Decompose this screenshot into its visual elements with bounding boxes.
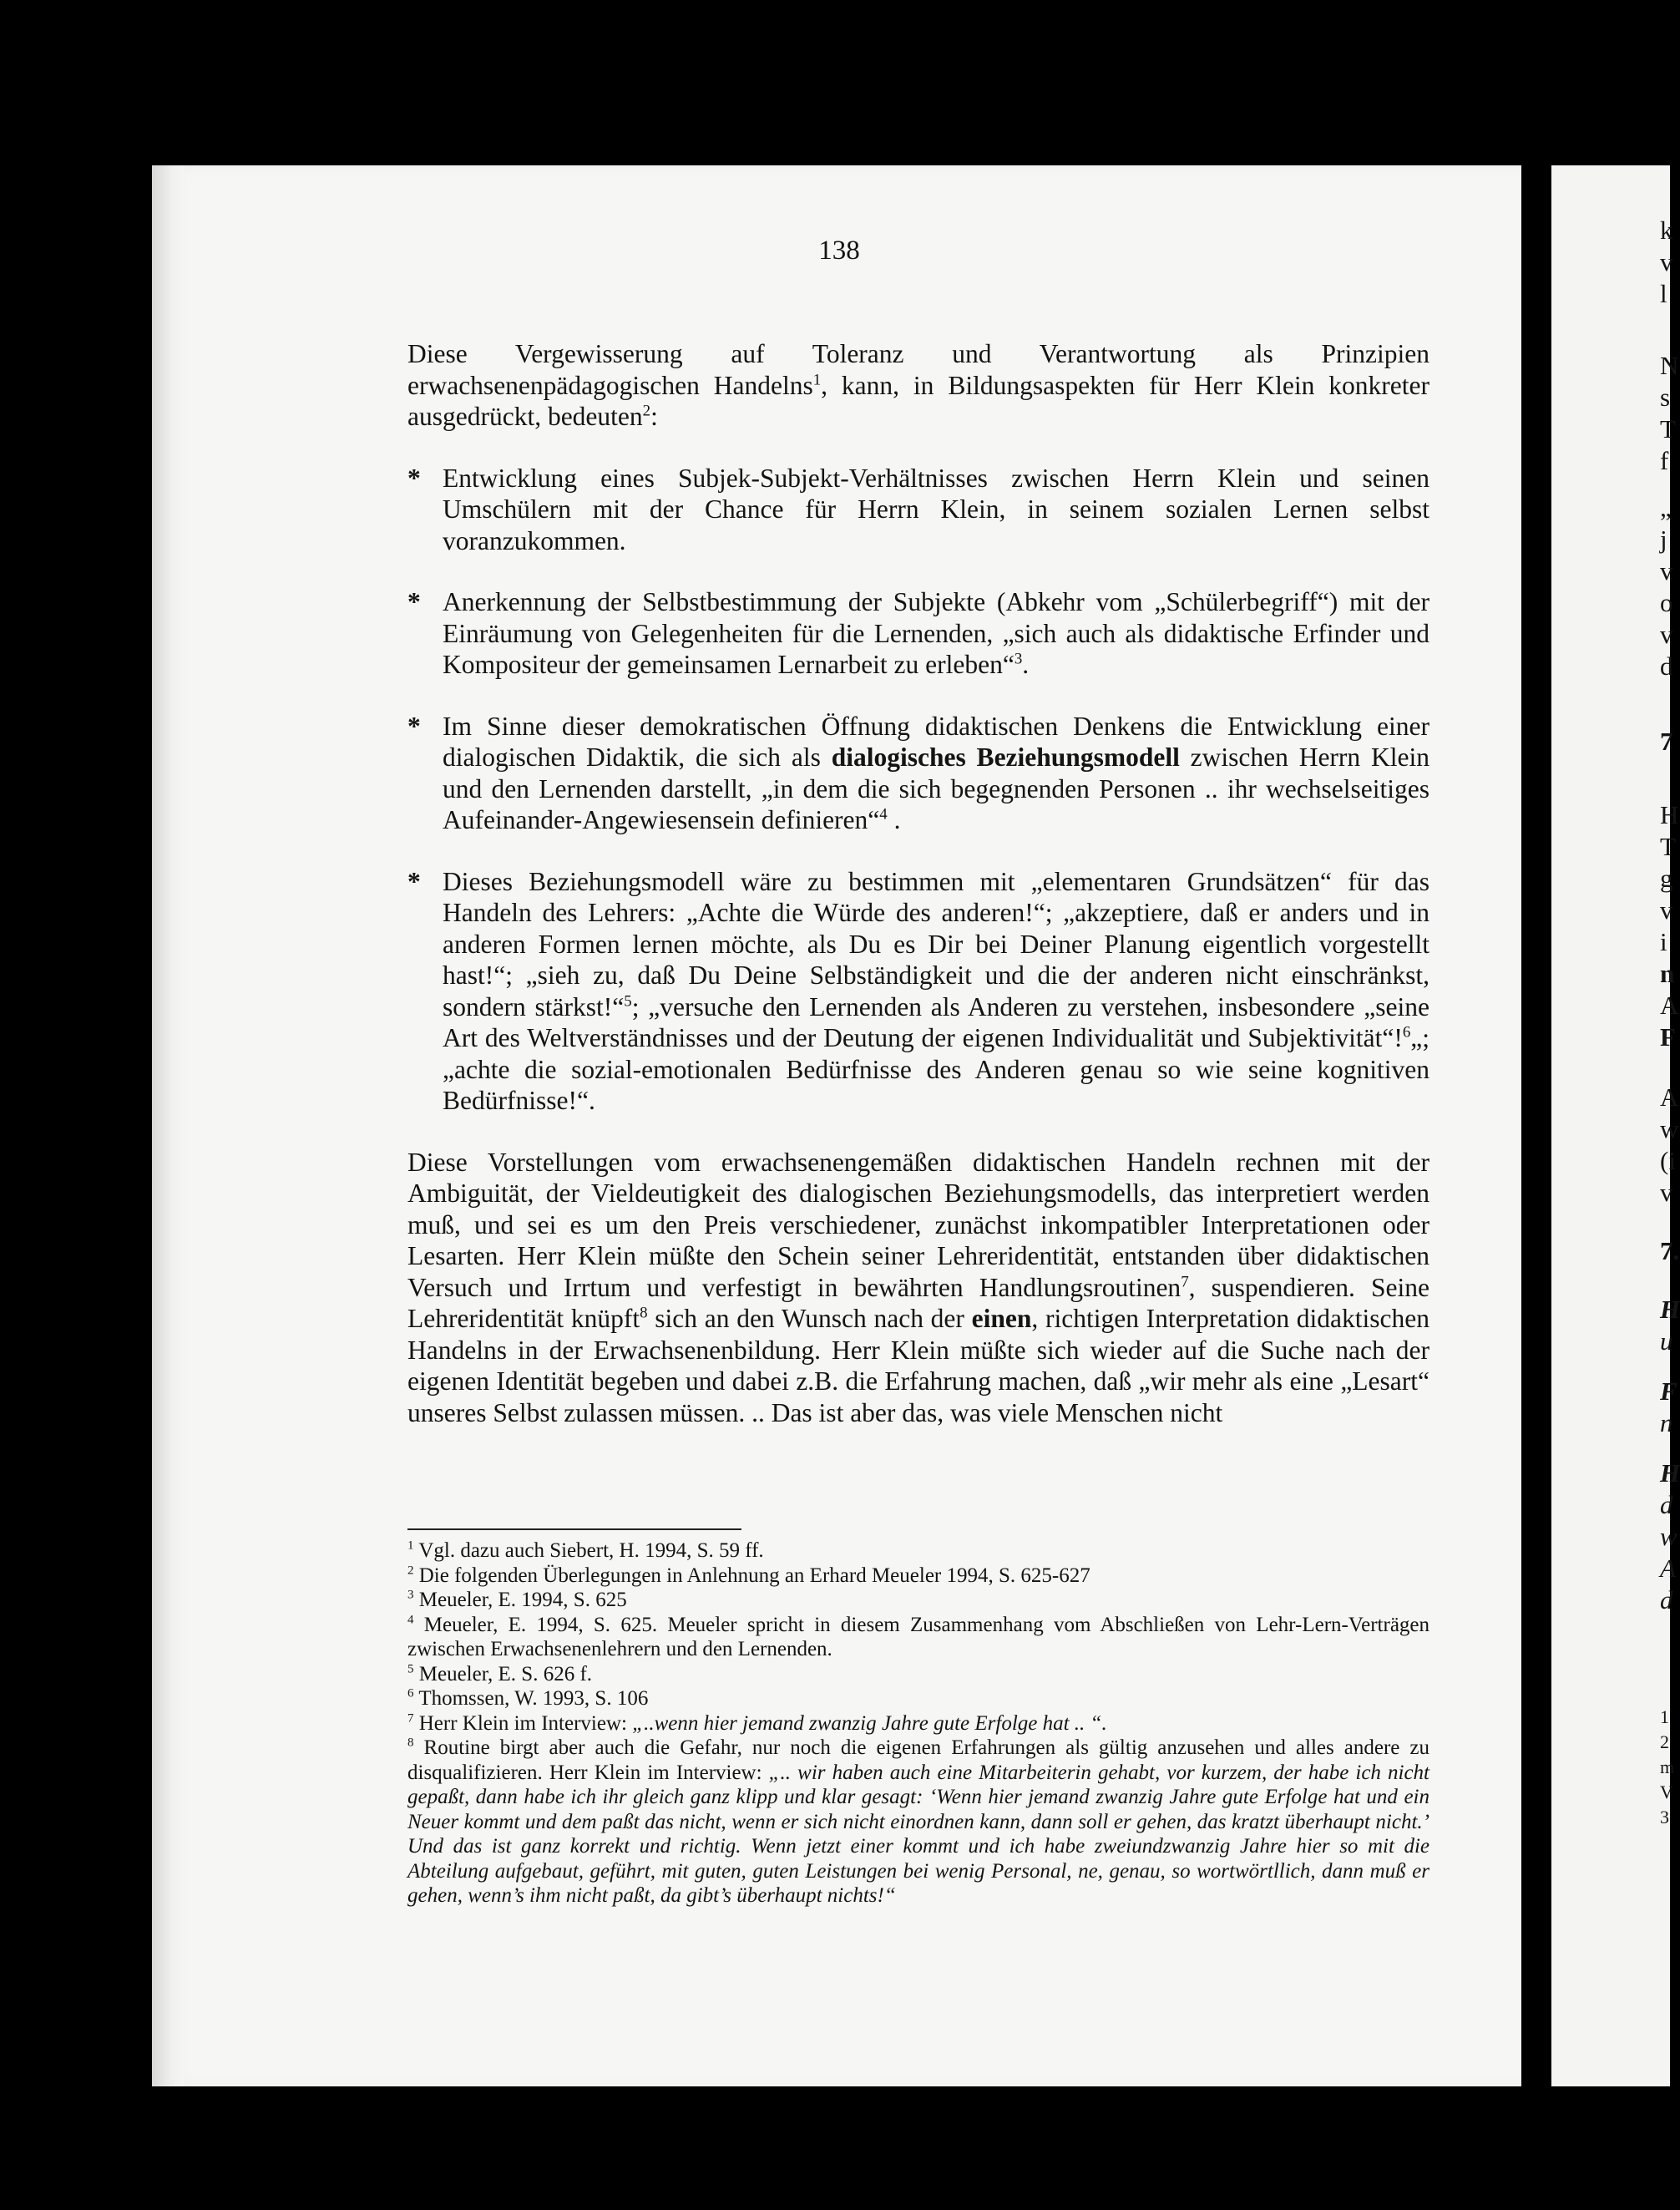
footnote [407,1686,1430,1711]
bullet-marker: * [407,866,421,896]
footnote-ref: 5 [624,992,632,1010]
footnote-quote: „.. wir haben auch eine Mitarbeiterin gehabt, vor kurzem, der habe ich nicht gepaßt, dann habe ich ihr gleich ganz klipp und klar gesagt: ‘Wenn hier jemand zwanzig Jahre gute Erfolge hat und ein Neuer kommt und dem paßt das nicht, wenn er sich nicht einordnen kann, dann soll er gehen, das kratzt überhaupt nicht.’ Und das ist ganz korrekt und richtig. Wenn jetzt einer kommt und ich habe zweiundzwanzig Jahre hier so mit die Abteilung aufgebaut, geführt, mit guten, guten Leistungen bei wenig Personal, ne, genau, so wortwörtllich, dann muß er gehen, wenn’s ihm nicht paßt, da gibt’s überhaupt nichts!“ [407,1761,1430,1907]
closing-text: , suspendieren. Seine Lehreridentität knüpft [407,1272,1430,1333]
facing-page-fragment: A [1660,1554,1676,1583]
facing-page-fragment: g [1660,864,1673,893]
facing-page-fragment: F [1660,1376,1677,1406]
footnote-number: 7 [407,1711,414,1726]
facing-page-fragment: w [1660,1114,1679,1143]
bold-term: einen [971,1304,1032,1333]
footnote-number: 8 [407,1736,414,1750]
facing-page-fragment: 1 [1660,1706,1669,1727]
footnote-number: 1 [407,1538,414,1553]
footnote-ref: 3 [1014,650,1023,668]
footnote [407,1662,1430,1687]
footnote-number: 2 [407,1564,414,1578]
facing-page-cropped [1551,165,1680,2086]
footnote-ref: 2 [642,402,651,420]
facing-page-fragment: H [1660,1458,1680,1488]
bullet-text: . [887,805,901,834]
facing-page-fragment: F [1660,1022,1676,1052]
facing-page-fragment: H [1660,1295,1680,1324]
facing-page-fragment: v [1660,620,1673,649]
intro-text: Diese Vergewisserung auf Toleranz und Verantwortung als Prinzipien erwachsenenpädagogischen Handelns [407,339,1430,400]
bullet-text: „; „achte die sozial-emotionalen Bedürfnisse des Anderen genau so wie seine kognitiven Bedürfnisse!“. [443,1023,1430,1115]
footnote [407,1588,1430,1613]
footnote-ref: 8 [640,1304,648,1322]
footnote-number: 4 [407,1613,414,1627]
bullet-marker: * [407,587,421,616]
footnote-text: Vgl. dazu auch Siebert, H. 1994, S. 59 ff. [418,1539,764,1562]
facing-page-fragment: f [1660,446,1669,475]
bullet-item [407,463,1430,557]
footnote-number: 3 [407,1588,414,1602]
main-text [407,338,1430,1428]
facing-page-fragment: 3 [1660,1807,1669,1827]
facing-page-fragment: N [1660,351,1679,380]
footnote-number: 5 [407,1662,414,1676]
facing-page-fragment: n [1660,959,1675,988]
footnote [407,1538,1430,1564]
facing-page-fragment: u [1660,1326,1673,1356]
footnote-text: Routine birgt aber auch die Gefahr, nur noch die eigenen Erfahrungen als gültig anzusehen und alles andere zu disqualifizieren. Herr Klein im Interview: [407,1736,1430,1784]
intro-paragraph [407,338,1430,433]
bullet-item [407,866,1430,1117]
facing-page-fragment: n [1660,1408,1673,1437]
facing-page-fragment: „ [1660,493,1672,522]
footnote-text: Thomssen, W. 1993, S. 106 [418,1687,649,1710]
facing-page-fragment: T [1660,414,1676,444]
footnote-text: Herr Klein im Interview: [418,1711,633,1735]
facing-page-fragment: V [1660,1782,1673,1802]
facing-page-fragment: A [1660,991,1679,1020]
footnote-ref: 1 [812,371,822,388]
closing-text: Diese Vorstellungen vom erwachsenengemäßen didaktischen Handeln rechnen mit der Ambiguität, der Vieldeutigkeit des dialogischen Beziehungsmodells, das interpretiert werden muß, und sei es um den Preis verschiedener, zunächst inkompatibler Interpretationen oder Lesarten. Herr Klein müßte den Schein seiner Lehreridentität, entstanden über didaktischen Versuch und Irrtum und verfestigt in bewährten Handlungsroutinen [407,1147,1430,1302]
bullet-text: Dieses Beziehungsmodell wäre zu bestimmen mit „elementaren Grundsätzen“ für das Handeln des Lehrers: „Achte die Würde des anderen!“; „akzeptiere, daß er anders und in anderen Formen lernen möchte, als Du es Dir bei Deiner Planung eigentlich vorgestellt hast!“; „sieh zu, daß Du Deine Selbständigkeit und die der anderen nicht einschränkst, sondern stärkst!“ [443,866,1430,1021]
bullet-text: Anerkennung der Selbstbestimmung der Subjekte (Abkehr vom „Schülerbegriff“) mit der Einräumung von Gelegenheiten für die Lernenden, „sich auch als didaktische Erfinder und Kompositeur der gemeinsamen Lernarbeit zu erleben“ [443,587,1430,679]
facing-page-fragment: j [1660,525,1667,554]
footnote-ref: 6 [1402,1023,1411,1042]
footnote-ref: 7 [1181,1273,1189,1290]
footnotes [407,1538,1430,1908]
facing-page-fragment: v [1660,247,1673,276]
bullet-text: zwischen Herrn Klein und den Lernenden darstellt, „in dem die sich begegnenden Personen .. ihr wechselseitiges Aufeinander-Angewiesensein definieren“ [443,743,1430,834]
facing-page-fragment: H [1660,800,1679,829]
facing-page-fragment: o [1660,588,1673,617]
bullet-text: Entwicklung eines Subjek-Subjekt-Verhältnisses zwischen Herrn Klein und seinen Umschülern mit der Chance für Herrn Klein, in seinem sozialen Lernen selbst voranzukommen. [443,463,1430,555]
facing-page-fragment: d [1660,651,1673,681]
facing-page-fragment: d [1660,1490,1673,1519]
bullet-marker: * [407,463,421,493]
bullet-item [407,586,1430,681]
bullet-text: . [1022,650,1030,679]
facing-page-fragment: T [1660,832,1676,861]
footnote-text: Meueler, E. 1994, S. 625. Meueler spricht in diesem Zusammenhang vom Abschließen von Lehr-Lern-Verträgen zwischen Erwachsenenlehrern und den Lernenden. [407,1613,1430,1660]
closing-text: sich an den Wunsch nach der [647,1304,972,1333]
footnote-divider [407,1528,741,1530]
footnote [407,1564,1430,1589]
intro-text: , kann, in Bildungsaspekten für Herr Klein konkreter ausgedrückt, bedeuten [407,370,1430,431]
closing-paragraph [407,1147,1430,1429]
facing-page-fragment: A [1660,1082,1679,1112]
facing-page-fragment: w [1660,1522,1677,1551]
facing-page-fragment: (i [1660,1146,1676,1175]
page-number: 138 [818,236,860,266]
footnote [407,1711,1430,1736]
facing-page-fragment: k [1660,215,1673,245]
facing-page-fragment: v [1660,895,1673,925]
bold-term: dialogisches Beziehungsmodell [831,743,1180,772]
footnote-text: Die folgenden Überlegungen in Anlehnung an Erhard Meueler 1994, S. 625-627 [418,1564,1090,1587]
bullet-marker: * [407,711,421,741]
facing-page-fragment: l [1660,279,1667,308]
footnote-text: Meueler, E. 1994, S. 625 [418,1589,627,1611]
facing-page-fragment: d [1660,1585,1673,1614]
facing-page-fragment: m [1660,1756,1675,1777]
facing-page-fragment: 2 [1660,1731,1669,1752]
facing-page-fragment: v [1660,556,1673,585]
footnote-text: Meueler, E. S. 626 f. [418,1662,593,1685]
footnote-ref: 4 [879,805,888,824]
footnote [407,1736,1430,1908]
facing-page-fragment: 7. [1660,1236,1680,1265]
footnote [407,1613,1430,1662]
footnote-number: 6 [407,1686,414,1701]
facing-page-fragment: v [1660,1178,1673,1207]
bullet-text: Im Sinne dieser demokratischen Öffnung didaktischen Denkens die Entwicklung einer dialogischen Didaktik, die sich als [443,711,1430,772]
footnote-quote: „..wenn hier jemand zwanzig Jahre gute Erfolge hat .. “. [632,1711,1107,1735]
bullet-text: ; „versuche den Lernenden als Anderen zu verstehen, insbesondere „seine Art des Weltverständnisses und der Deutung der eigenen Individualität und Subjektivität“! [443,991,1430,1052]
facing-page-fragment: i [1660,927,1667,956]
page-edge-shadow [152,165,184,2086]
facing-page-fragment: 7 [1660,727,1673,756]
intro-text: : [650,402,658,431]
bullet-item [407,711,1430,836]
closing-text: , richtigen Interpretation didaktischen Handelns in der Erwachsenenbildung. Herr Klein müßte sich wieder auf die Suche nach der eigenen Identität begeben und dabei z.B. die Erfahrung machen, daß „wir mehr als eine „Lesart“ unseres Selbst zulassen müssen. .. Das ist aber das, was viele Menschen nicht [407,1304,1430,1427]
facing-page-fragment: s [1660,383,1671,412]
